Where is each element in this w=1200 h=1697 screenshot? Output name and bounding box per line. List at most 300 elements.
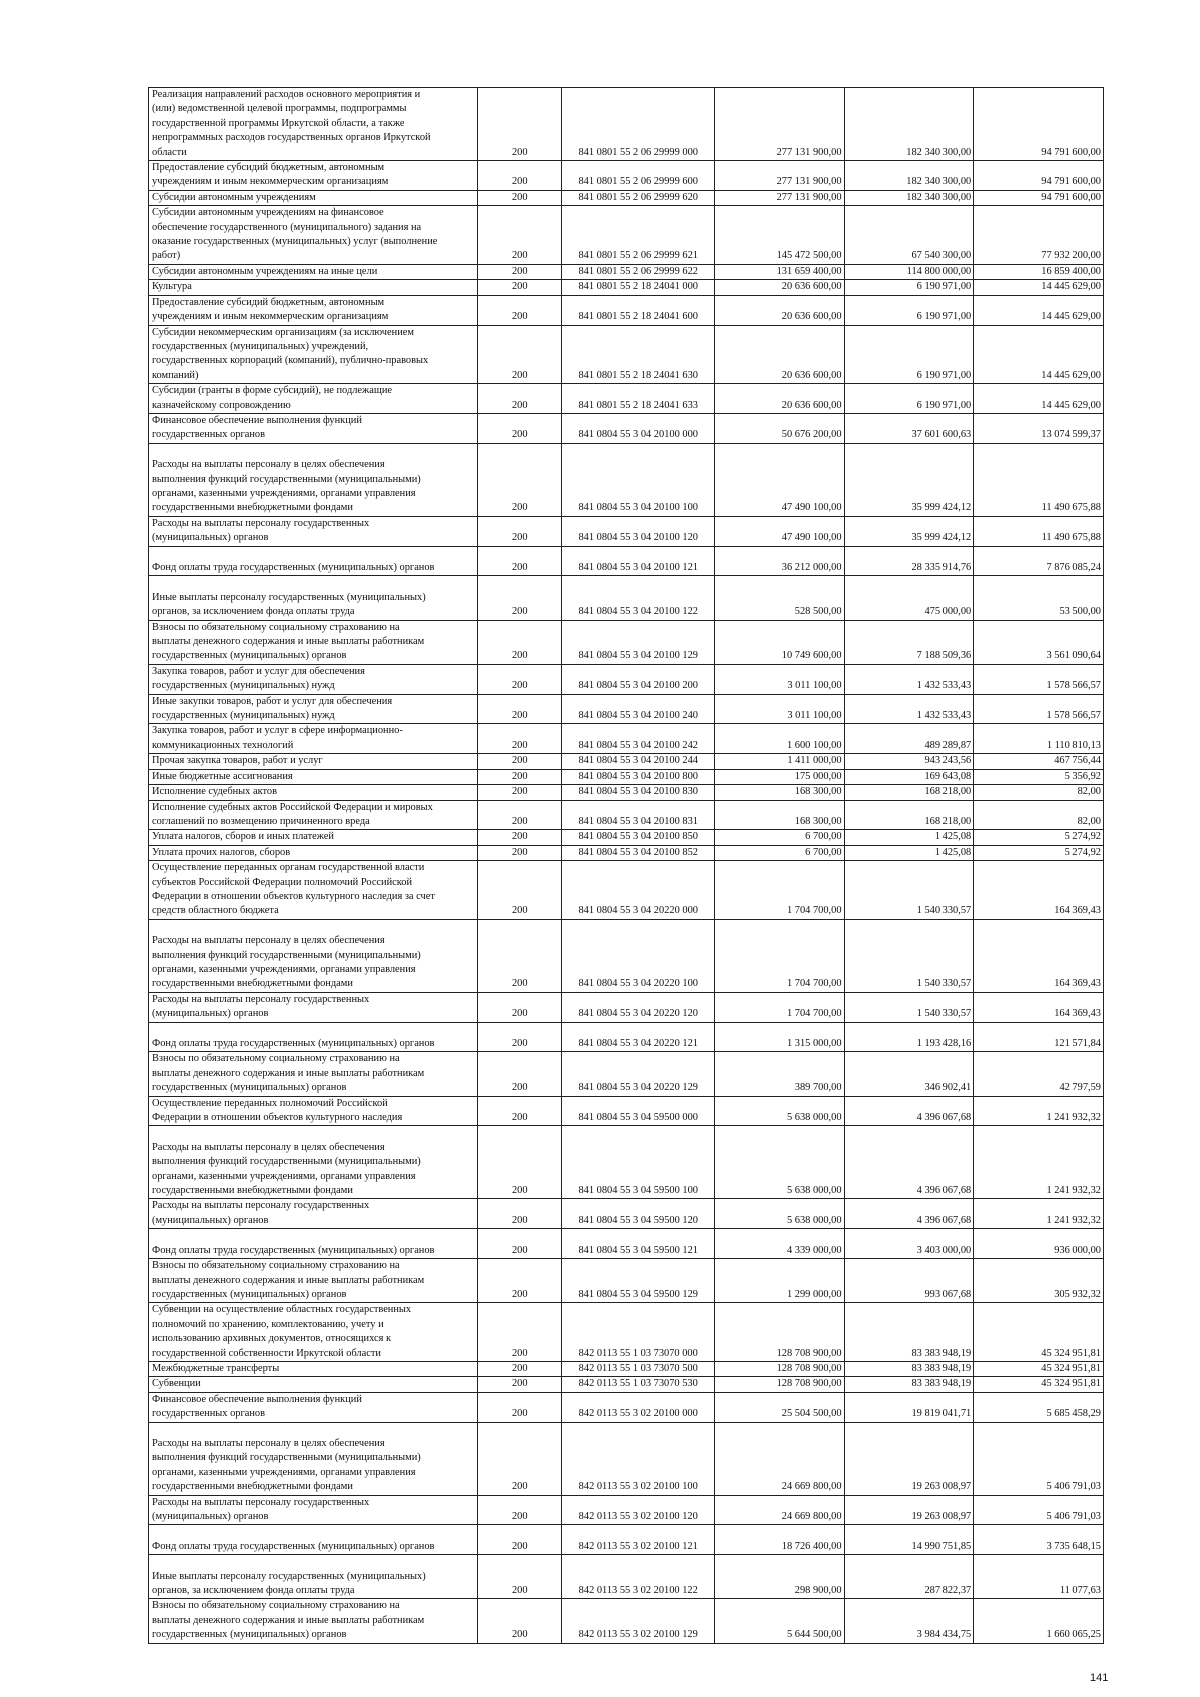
row-classification-code: 842 0113 55 3 02 20100 129 — [561, 1599, 714, 1643]
row-name: Взносы по обязательному социальному страхованию на выплаты денежного содержания и иные выплаты работникам государственных (муниципальных) органов — [149, 1259, 478, 1303]
row-code: 200 — [477, 1052, 561, 1096]
row-code: 200 — [477, 1525, 561, 1555]
row-approved-amount: 20 636 600,00 — [714, 295, 844, 325]
row-name: Иные выплаты персоналу государственных (муниципальных) органов, за исключением фонда оплаты труда — [149, 576, 478, 620]
row-classification-code: 841 0804 55 3 04 20100 200 — [561, 664, 714, 694]
row-classification-code: 841 0804 55 3 04 20100 830 — [561, 785, 714, 800]
row-remaining-amount: 1 578 566,57 — [974, 664, 1104, 694]
table-row — [149, 384, 1104, 414]
row-name: Взносы по обязательному социальному страхованию на выплаты денежного содержания и иные выплаты работникам государственных (муниципальных) органов — [149, 1052, 478, 1096]
row-remaining-amount: 77 932 200,00 — [974, 206, 1104, 265]
row-approved-amount: 5 638 000,00 — [714, 1126, 844, 1199]
row-approved-amount: 277 131 900,00 — [714, 88, 844, 161]
row-name: Предоставление субсидий бюджетным, автономным учреждениям и иным некоммерческим организациям — [149, 161, 478, 191]
row-executed-amount: 168 218,00 — [844, 800, 974, 830]
table-row — [149, 1377, 1104, 1392]
table-row — [149, 413, 1104, 443]
row-remaining-amount: 1 241 932,32 — [974, 1199, 1104, 1229]
table-row — [149, 206, 1104, 265]
row-classification-code: 841 0801 55 2 06 29999 621 — [561, 206, 714, 265]
row-code: 200 — [477, 1022, 561, 1052]
row-remaining-amount: 14 445 629,00 — [974, 295, 1104, 325]
table-row — [149, 576, 1104, 620]
row-name: Закупка товаров, работ и услуг для обеспечения государственных (муниципальных) нужд — [149, 664, 478, 694]
row-code: 200 — [477, 1259, 561, 1303]
row-name: Исполнение судебных актов Российской Федерации и мировых соглашений по возмещению причиненного вреда — [149, 800, 478, 830]
row-approved-amount: 24 669 800,00 — [714, 1422, 844, 1495]
row-classification-code: 841 0804 55 3 04 20220 100 — [561, 919, 714, 992]
row-name: Межбюджетные трансферты — [149, 1361, 478, 1376]
row-executed-amount: 4 396 067,68 — [844, 1199, 974, 1229]
row-approved-amount: 1 411 000,00 — [714, 754, 844, 769]
row-remaining-amount: 1 241 932,32 — [974, 1126, 1104, 1199]
row-code: 200 — [477, 190, 561, 205]
table-row — [149, 1422, 1104, 1495]
table-row — [149, 1052, 1104, 1096]
row-name: Расходы на выплаты персоналу в целях обеспечения выполнения функций государственными (муниципальными) органами, казенными учреждениями, органами управления государственными внебюджетными фондами — [149, 919, 478, 992]
row-approved-amount: 20 636 600,00 — [714, 384, 844, 414]
row-code: 200 — [477, 620, 561, 664]
row-executed-amount: 6 190 971,00 — [844, 280, 974, 295]
row-executed-amount: 83 383 948,19 — [844, 1377, 974, 1392]
row-code: 200 — [477, 754, 561, 769]
row-approved-amount: 20 636 600,00 — [714, 280, 844, 295]
row-remaining-amount: 5 274,92 — [974, 830, 1104, 845]
table-row — [149, 88, 1104, 161]
row-executed-amount: 1 540 330,57 — [844, 919, 974, 992]
row-approved-amount: 1 315 000,00 — [714, 1022, 844, 1052]
table-row — [149, 620, 1104, 664]
row-classification-code: 841 0804 55 3 04 20100 850 — [561, 830, 714, 845]
row-approved-amount: 36 212 000,00 — [714, 546, 844, 576]
row-executed-amount: 182 340 300,00 — [844, 190, 974, 205]
row-name: Субсидии автономным учреждениям — [149, 190, 478, 205]
row-remaining-amount: 11 490 675,88 — [974, 516, 1104, 546]
table-row — [149, 280, 1104, 295]
row-classification-code: 841 0801 55 2 18 24041 633 — [561, 384, 714, 414]
row-approved-amount: 1 704 700,00 — [714, 992, 844, 1022]
row-remaining-amount: 14 445 629,00 — [974, 280, 1104, 295]
table-row — [149, 1525, 1104, 1555]
row-classification-code: 841 0804 55 3 04 20220 120 — [561, 992, 714, 1022]
row-name: Субвенции на осуществление областных государственных полномочий по хранению, комплектованию, учету и использованию архивных документов, относящихся к государственной собственности Иркутской области — [149, 1303, 478, 1362]
row-executed-amount: 1 193 428,16 — [844, 1022, 974, 1052]
table-row — [149, 190, 1104, 205]
table-row — [149, 694, 1104, 724]
row-classification-code: 841 0801 55 2 18 24041 630 — [561, 325, 714, 384]
table-row — [149, 830, 1104, 845]
table-row — [149, 1495, 1104, 1525]
row-remaining-amount: 1 660 065,25 — [974, 1599, 1104, 1643]
row-approved-amount: 47 490 100,00 — [714, 443, 844, 516]
row-name: Расходы на выплаты персоналу в целях обеспечения выполнения функций государственными (муниципальными) органами, казенными учреждениями, органами управления государственными внебюджетными фондами — [149, 443, 478, 516]
row-classification-code: 841 0804 55 3 04 20220 121 — [561, 1022, 714, 1052]
row-code: 200 — [477, 1096, 561, 1126]
row-remaining-amount: 1 241 932,32 — [974, 1096, 1104, 1126]
row-remaining-amount: 45 324 951,81 — [974, 1377, 1104, 1392]
row-approved-amount: 1 704 700,00 — [714, 919, 844, 992]
row-code: 200 — [477, 1126, 561, 1199]
row-remaining-amount: 11 490 675,88 — [974, 443, 1104, 516]
row-executed-amount: 1 540 330,57 — [844, 992, 974, 1022]
row-remaining-amount: 164 369,43 — [974, 861, 1104, 920]
row-name: Осуществление переданных органам государственной власти субъектов Российской Федерации полномочий Российской Федерации в отношении объектов культурного наследия за счет средств областного бюджета — [149, 861, 478, 920]
row-remaining-amount: 164 369,43 — [974, 992, 1104, 1022]
row-approved-amount: 4 339 000,00 — [714, 1229, 844, 1259]
row-code: 200 — [477, 1303, 561, 1362]
row-remaining-amount: 94 791 600,00 — [974, 190, 1104, 205]
table-row — [149, 1022, 1104, 1052]
table-row — [149, 769, 1104, 784]
row-approved-amount: 6 700,00 — [714, 845, 844, 860]
row-name: Субсидии автономным учреждениям на иные цели — [149, 264, 478, 279]
table-row — [149, 546, 1104, 576]
row-executed-amount: 182 340 300,00 — [844, 161, 974, 191]
row-name: Взносы по обязательному социальному страхованию на выплаты денежного содержания и иные выплаты работникам государственных (муниципальных) органов — [149, 620, 478, 664]
row-name: Фонд оплаты труда государственных (муниципальных) органов — [149, 546, 478, 576]
row-remaining-amount: 16 859 400,00 — [974, 264, 1104, 279]
table-row — [149, 664, 1104, 694]
row-name: Предоставление субсидий бюджетным, автономным учреждениям и иным некоммерческим организациям — [149, 295, 478, 325]
row-name: Расходы на выплаты персоналу в целях обеспечения выполнения функций государственными (муниципальными) органами, казенными учреждениями, органами управления государственными внебюджетными фондами — [149, 1126, 478, 1199]
row-code: 200 — [477, 1495, 561, 1525]
row-classification-code: 841 0804 55 3 04 20100 121 — [561, 546, 714, 576]
row-code: 200 — [477, 1599, 561, 1643]
row-name: Закупка товаров, работ и услуг в сфере информационно- коммуникационных технологий — [149, 724, 478, 754]
row-approved-amount: 1 704 700,00 — [714, 861, 844, 920]
row-classification-code: 842 0113 55 3 02 20100 100 — [561, 1422, 714, 1495]
row-executed-amount: 19 819 041,71 — [844, 1392, 974, 1422]
row-remaining-amount: 53 500,00 — [974, 576, 1104, 620]
row-code: 200 — [477, 88, 561, 161]
row-executed-amount: 19 263 008,97 — [844, 1495, 974, 1525]
row-remaining-amount: 467 756,44 — [974, 754, 1104, 769]
table-row — [149, 264, 1104, 279]
row-remaining-amount: 45 324 951,81 — [974, 1303, 1104, 1362]
row-name: Иные закупки товаров, работ и услуг для обеспечения государственных (муниципальных) нужд — [149, 694, 478, 724]
row-classification-code: 841 0804 55 3 04 20220 129 — [561, 1052, 714, 1096]
row-code: 200 — [477, 161, 561, 191]
row-executed-amount: 182 340 300,00 — [844, 88, 974, 161]
table-row — [149, 845, 1104, 860]
row-approved-amount: 145 472 500,00 — [714, 206, 844, 265]
row-name: Уплата налогов, сборов и иных платежей — [149, 830, 478, 845]
table-row — [149, 1555, 1104, 1599]
row-classification-code: 841 0804 55 3 04 20100 120 — [561, 516, 714, 546]
table-row — [149, 785, 1104, 800]
page-number: 141 — [1090, 1672, 1109, 1684]
row-code: 200 — [477, 413, 561, 443]
row-code: 200 — [477, 861, 561, 920]
row-remaining-amount: 11 077,63 — [974, 1555, 1104, 1599]
row-classification-code: 841 0804 55 3 04 20220 000 — [561, 861, 714, 920]
row-remaining-amount: 82,00 — [974, 800, 1104, 830]
row-executed-amount: 6 190 971,00 — [844, 325, 974, 384]
row-classification-code: 842 0113 55 3 02 20100 121 — [561, 1525, 714, 1555]
row-name: Субсидии автономным учреждениям на финансовое обеспечение государственного (муниципального) задания на оказание государственных (муниципальных) услуг (выполнение работ) — [149, 206, 478, 265]
row-remaining-amount: 3 561 090,64 — [974, 620, 1104, 664]
row-name: Уплата прочих налогов, сборов — [149, 845, 478, 860]
row-name: Фонд оплаты труда государственных (муниципальных) органов — [149, 1525, 478, 1555]
row-code: 200 — [477, 384, 561, 414]
row-remaining-amount: 5 274,92 — [974, 845, 1104, 860]
row-executed-amount: 346 902,41 — [844, 1052, 974, 1096]
row-classification-code: 842 0113 55 1 03 73070 530 — [561, 1377, 714, 1392]
row-approved-amount: 1 600 100,00 — [714, 724, 844, 754]
row-executed-amount: 1 425,08 — [844, 830, 974, 845]
table-row — [149, 516, 1104, 546]
row-code: 200 — [477, 724, 561, 754]
row-remaining-amount: 13 074 599,37 — [974, 413, 1104, 443]
row-code: 200 — [477, 694, 561, 724]
row-approved-amount: 25 504 500,00 — [714, 1392, 844, 1422]
row-classification-code: 841 0804 55 3 04 59500 120 — [561, 1199, 714, 1229]
row-executed-amount: 1 425,08 — [844, 845, 974, 860]
row-classification-code: 841 0804 55 3 04 20100 000 — [561, 413, 714, 443]
row-approved-amount: 47 490 100,00 — [714, 516, 844, 546]
table-row — [149, 1259, 1104, 1303]
row-remaining-amount: 3 735 648,15 — [974, 1525, 1104, 1555]
row-approved-amount: 168 300,00 — [714, 800, 844, 830]
row-executed-amount: 7 188 509,36 — [844, 620, 974, 664]
row-approved-amount: 528 500,00 — [714, 576, 844, 620]
row-code: 200 — [477, 280, 561, 295]
row-classification-code: 841 0801 55 2 06 29999 622 — [561, 264, 714, 279]
table-row — [149, 161, 1104, 191]
row-classification-code: 841 0804 55 3 04 20100 129 — [561, 620, 714, 664]
table-row — [149, 861, 1104, 920]
row-code: 200 — [477, 325, 561, 384]
table-row — [149, 754, 1104, 769]
row-name: Финансовое обеспечение выполнения функций государственных органов — [149, 413, 478, 443]
row-executed-amount: 37 601 600,63 — [844, 413, 974, 443]
table-row — [149, 1392, 1104, 1422]
row-classification-code: 841 0801 55 2 18 24041 600 — [561, 295, 714, 325]
row-code: 200 — [477, 443, 561, 516]
row-name: Взносы по обязательному социальному страхованию на выплаты денежного содержания и иные выплаты работникам государственных (муниципальных) органов — [149, 1599, 478, 1643]
table-row — [149, 1126, 1104, 1199]
row-classification-code: 841 0804 55 3 04 59500 121 — [561, 1229, 714, 1259]
row-executed-amount: 1 432 533,43 — [844, 664, 974, 694]
row-code: 200 — [477, 919, 561, 992]
row-approved-amount: 131 659 400,00 — [714, 264, 844, 279]
row-remaining-amount: 82,00 — [974, 785, 1104, 800]
row-approved-amount: 3 011 100,00 — [714, 694, 844, 724]
row-approved-amount: 6 700,00 — [714, 830, 844, 845]
row-approved-amount: 10 749 600,00 — [714, 620, 844, 664]
row-approved-amount: 20 636 600,00 — [714, 325, 844, 384]
row-executed-amount: 14 990 751,85 — [844, 1525, 974, 1555]
row-name: Расходы на выплаты персоналу государственных (муниципальных) органов — [149, 516, 478, 546]
row-name: Расходы на выплаты персоналу в целях обеспечения выполнения функций государственными (муниципальными) органами, казенными учреждениями, органами управления государственными внебюджетными фондами — [149, 1422, 478, 1495]
row-classification-code: 841 0804 55 3 04 20100 800 — [561, 769, 714, 784]
row-executed-amount: 28 335 914,76 — [844, 546, 974, 576]
row-classification-code: 841 0804 55 3 04 20100 100 — [561, 443, 714, 516]
row-name: Расходы на выплаты персоналу государственных (муниципальных) органов — [149, 1199, 478, 1229]
row-executed-amount: 3 984 434,75 — [844, 1599, 974, 1643]
row-remaining-amount: 5 406 791,03 — [974, 1495, 1104, 1525]
row-remaining-amount: 45 324 951,81 — [974, 1361, 1104, 1376]
row-approved-amount: 389 700,00 — [714, 1052, 844, 1096]
row-approved-amount: 3 011 100,00 — [714, 664, 844, 694]
row-remaining-amount: 305 932,32 — [974, 1259, 1104, 1303]
row-classification-code: 841 0804 55 3 04 20100 240 — [561, 694, 714, 724]
row-remaining-amount: 5 356,92 — [974, 769, 1104, 784]
row-executed-amount: 169 643,08 — [844, 769, 974, 784]
row-name: Прочая закупка товаров, работ и услуг — [149, 754, 478, 769]
row-name: Исполнение судебных актов — [149, 785, 478, 800]
table-row — [149, 1361, 1104, 1376]
row-executed-amount: 35 999 424,12 — [844, 516, 974, 546]
row-classification-code: 841 0804 55 3 04 59500 100 — [561, 1126, 714, 1199]
table-row — [149, 1599, 1104, 1643]
table-row — [149, 992, 1104, 1022]
row-approved-amount: 277 131 900,00 — [714, 190, 844, 205]
row-approved-amount: 128 708 900,00 — [714, 1377, 844, 1392]
row-approved-amount: 5 638 000,00 — [714, 1096, 844, 1126]
row-classification-code: 841 0801 55 2 18 24041 000 — [561, 280, 714, 295]
row-name: Фонд оплаты труда государственных (муниципальных) органов — [149, 1022, 478, 1052]
row-code: 200 — [477, 576, 561, 620]
row-classification-code: 841 0804 55 3 04 59500 129 — [561, 1259, 714, 1303]
row-classification-code: 841 0804 55 3 04 20100 242 — [561, 724, 714, 754]
row-name: Осуществление переданных полномочий Российской Федерации в отношении объектов культурного наследия — [149, 1096, 478, 1126]
row-remaining-amount: 94 791 600,00 — [974, 161, 1104, 191]
row-code: 200 — [477, 1422, 561, 1495]
row-remaining-amount: 1 110 810,13 — [974, 724, 1104, 754]
row-executed-amount: 83 383 948,19 — [844, 1303, 974, 1362]
row-approved-amount: 18 726 400,00 — [714, 1525, 844, 1555]
row-name: Расходы на выплаты персоналу государственных (муниципальных) органов — [149, 992, 478, 1022]
row-code: 200 — [477, 206, 561, 265]
row-classification-code: 841 0801 55 2 06 29999 620 — [561, 190, 714, 205]
row-remaining-amount: 14 445 629,00 — [974, 325, 1104, 384]
table-row — [149, 1229, 1104, 1259]
row-remaining-amount: 7 876 085,24 — [974, 546, 1104, 576]
row-remaining-amount: 5 685 458,29 — [974, 1392, 1104, 1422]
row-classification-code: 842 0113 55 3 02 20100 000 — [561, 1392, 714, 1422]
row-executed-amount: 4 396 067,68 — [844, 1096, 974, 1126]
row-approved-amount: 168 300,00 — [714, 785, 844, 800]
row-remaining-amount: 5 406 791,03 — [974, 1422, 1104, 1495]
row-name: Расходы на выплаты персоналу государственных (муниципальных) органов — [149, 1495, 478, 1525]
row-code: 200 — [477, 992, 561, 1022]
row-code: 200 — [477, 1229, 561, 1259]
table-row — [149, 1096, 1104, 1126]
row-name: Культура — [149, 280, 478, 295]
row-code: 200 — [477, 1392, 561, 1422]
row-remaining-amount: 14 445 629,00 — [974, 384, 1104, 414]
row-name: Фонд оплаты труда государственных (муниципальных) органов — [149, 1229, 478, 1259]
row-code: 200 — [477, 1361, 561, 1376]
row-executed-amount: 35 999 424,12 — [844, 443, 974, 516]
table-body — [149, 88, 1104, 1644]
row-name: Финансовое обеспечение выполнения функций государственных органов — [149, 1392, 478, 1422]
row-classification-code: 842 0113 55 1 03 73070 500 — [561, 1361, 714, 1376]
row-classification-code: 841 0804 55 3 04 20100 122 — [561, 576, 714, 620]
row-remaining-amount: 936 000,00 — [974, 1229, 1104, 1259]
row-executed-amount: 6 190 971,00 — [844, 295, 974, 325]
row-executed-amount: 67 540 300,00 — [844, 206, 974, 265]
row-classification-code: 842 0113 55 1 03 73070 000 — [561, 1303, 714, 1362]
row-name: Субсидии некоммерческим организациям (за исключением государственных (муниципальных) учреждений, государственных корпораций (компаний), публично-правовых компаний) — [149, 325, 478, 384]
table-row — [149, 1199, 1104, 1229]
row-name: Субсидии (гранты в форме субсидий), не подлежащие казначейскому сопровождению — [149, 384, 478, 414]
row-executed-amount: 489 289,87 — [844, 724, 974, 754]
row-approved-amount: 128 708 900,00 — [714, 1303, 844, 1362]
row-executed-amount: 3 403 000,00 — [844, 1229, 974, 1259]
row-executed-amount: 168 218,00 — [844, 785, 974, 800]
row-approved-amount: 277 131 900,00 — [714, 161, 844, 191]
row-classification-code: 842 0113 55 3 02 20100 120 — [561, 1495, 714, 1525]
row-code: 200 — [477, 295, 561, 325]
row-remaining-amount: 121 571,84 — [974, 1022, 1104, 1052]
row-name: Иные бюджетные ассигнования — [149, 769, 478, 784]
row-executed-amount: 6 190 971,00 — [844, 384, 974, 414]
table-row — [149, 724, 1104, 754]
table-row — [149, 325, 1104, 384]
row-approved-amount: 1 299 000,00 — [714, 1259, 844, 1303]
row-classification-code: 841 0804 55 3 04 20100 831 — [561, 800, 714, 830]
row-executed-amount: 19 263 008,97 — [844, 1422, 974, 1495]
row-code: 200 — [477, 785, 561, 800]
row-executed-amount: 287 822,37 — [844, 1555, 974, 1599]
row-name: Субвенции — [149, 1377, 478, 1392]
table-row — [149, 295, 1104, 325]
row-remaining-amount: 42 797,59 — [974, 1052, 1104, 1096]
table-row — [149, 443, 1104, 516]
row-name: Реализация направлений расходов основного мероприятия и (или) ведомственной целевой программы, подпрограммы государственной программы Иркутской области, а также непрограммных расходов государственных органов Иркутской области — [149, 88, 478, 161]
row-code: 200 — [477, 1555, 561, 1599]
row-code: 200 — [477, 264, 561, 279]
row-executed-amount: 1 432 533,43 — [844, 694, 974, 724]
row-executed-amount: 1 540 330,57 — [844, 861, 974, 920]
row-remaining-amount: 1 578 566,57 — [974, 694, 1104, 724]
row-classification-code: 841 0804 55 3 04 20100 852 — [561, 845, 714, 860]
row-executed-amount: 83 383 948,19 — [844, 1361, 974, 1376]
row-executed-amount: 4 396 067,68 — [844, 1126, 974, 1199]
row-classification-code: 841 0801 55 2 06 29999 000 — [561, 88, 714, 161]
row-approved-amount: 5 644 500,00 — [714, 1599, 844, 1643]
row-approved-amount: 175 000,00 — [714, 769, 844, 784]
row-executed-amount: 475 000,00 — [844, 576, 974, 620]
table-row — [149, 800, 1104, 830]
row-code: 200 — [477, 1377, 561, 1392]
row-remaining-amount: 164 369,43 — [974, 919, 1104, 992]
row-approved-amount: 50 676 200,00 — [714, 413, 844, 443]
row-approved-amount: 24 669 800,00 — [714, 1495, 844, 1525]
row-classification-code: 841 0804 55 3 04 20100 244 — [561, 754, 714, 769]
row-name: Иные выплаты персоналу государственных (муниципальных) органов, за исключением фонда оплаты труда — [149, 1555, 478, 1599]
table-row — [149, 919, 1104, 992]
row-code: 200 — [477, 845, 561, 860]
row-executed-amount: 993 067,68 — [844, 1259, 974, 1303]
table-row — [149, 1303, 1104, 1362]
row-remaining-amount: 94 791 600,00 — [974, 88, 1104, 161]
row-executed-amount: 114 800 000,00 — [844, 264, 974, 279]
row-classification-code: 841 0801 55 2 06 29999 600 — [561, 161, 714, 191]
row-code: 200 — [477, 769, 561, 784]
row-code: 200 — [477, 516, 561, 546]
row-classification-code: 842 0113 55 3 02 20100 122 — [561, 1555, 714, 1599]
row-approved-amount: 298 900,00 — [714, 1555, 844, 1599]
row-approved-amount: 128 708 900,00 — [714, 1361, 844, 1376]
row-code: 200 — [477, 800, 561, 830]
row-code: 200 — [477, 830, 561, 845]
budget-execution-table — [148, 87, 1104, 1644]
row-code: 200 — [477, 1199, 561, 1229]
row-code: 200 — [477, 664, 561, 694]
